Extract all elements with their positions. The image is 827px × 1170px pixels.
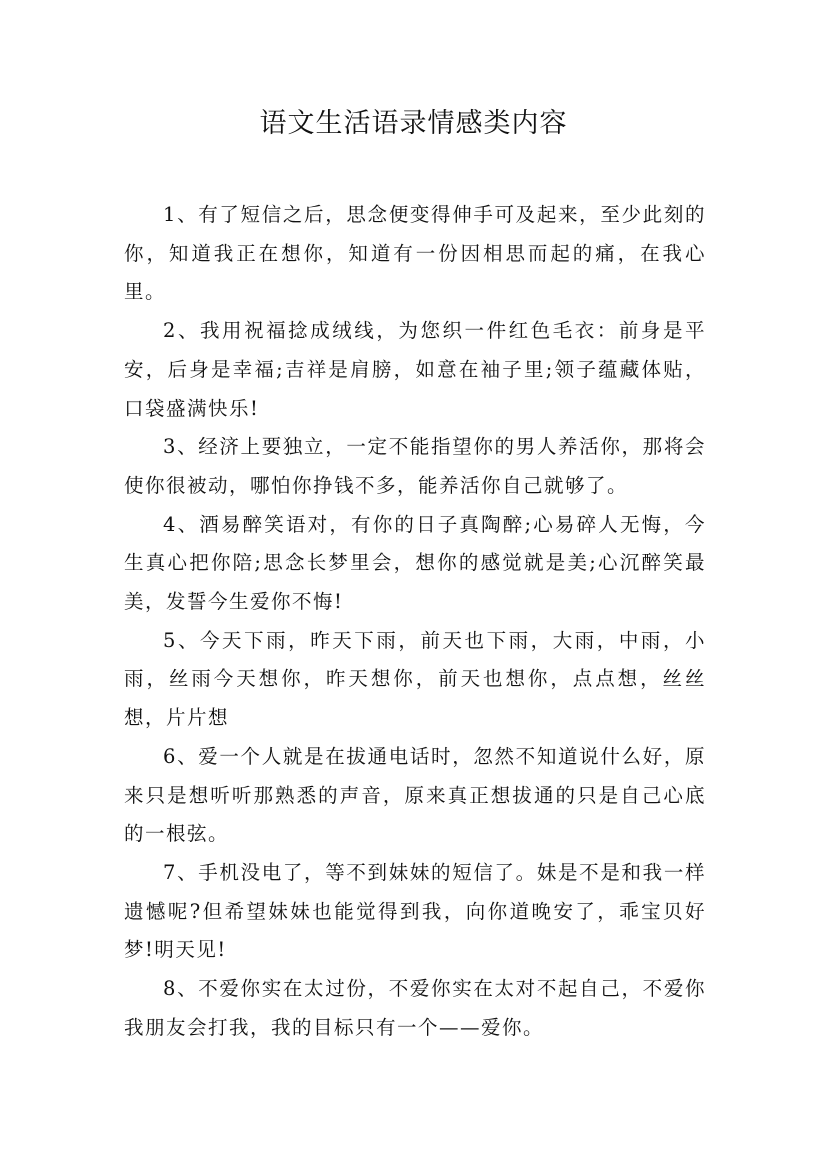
paragraph-6: 6、爱一个人就是在拔通电话时，忽然不知道说什么好，原来只是想听听那熟悉的声音，原来真正想拔通的只是自己心底的一根弦。 <box>124 744 706 846</box>
document-body <box>124 196 706 1047</box>
paragraph-2: 2、我用祝福捻成绒线，为您织一件红色毛衣：前身是平安，后身是幸福;吉祥是肩膀，如意在袖子里;领子蕴藏体贴，口袋盛满快乐! <box>124 319 706 420</box>
paragraph-4: 4、酒易醉笑语对，有你的日子真陶醉;心易碎人无悔，今生真心把你陪;思念长梦里会，想你的感觉就是美;心沉醉笑最美，发誓今生爱你不悔! <box>124 512 706 614</box>
paragraph-1: 1、有了短信之后，思念便变得伸手可及起来，至少此刻的你，知道我正在想你，知道有一份因相思而起的痛，在我心里。 <box>124 203 706 304</box>
paragraph-5: 5、今天下雨，昨天下雨，前天也下雨，大雨，中雨，小雨，丝雨今天想你，昨天想你，前天也想你，点点想，丝丝想，片片想 <box>124 628 706 730</box>
paragraph-7: 7、手机没电了，等不到妹妹的短信了。妹是不是和我一样遗憾呢?但希望妹妹也能觉得到我，向你道晚安了，乖宝贝好梦!明天见! <box>124 860 706 962</box>
paragraph-3: 3、经济上要独立，一定不能指望你的男人养活你，那将会使你很被动，哪怕你挣钱不多，能养活你自己就够了。 <box>124 435 706 497</box>
document-title: 语文生活语录情感类内容 <box>259 108 568 139</box>
paragraph-8: 8、不爱你实在太过份，不爱你实在太对不起自己，不爱你我朋友会打我，我的目标只有一个——爱你。 <box>124 977 706 1039</box>
